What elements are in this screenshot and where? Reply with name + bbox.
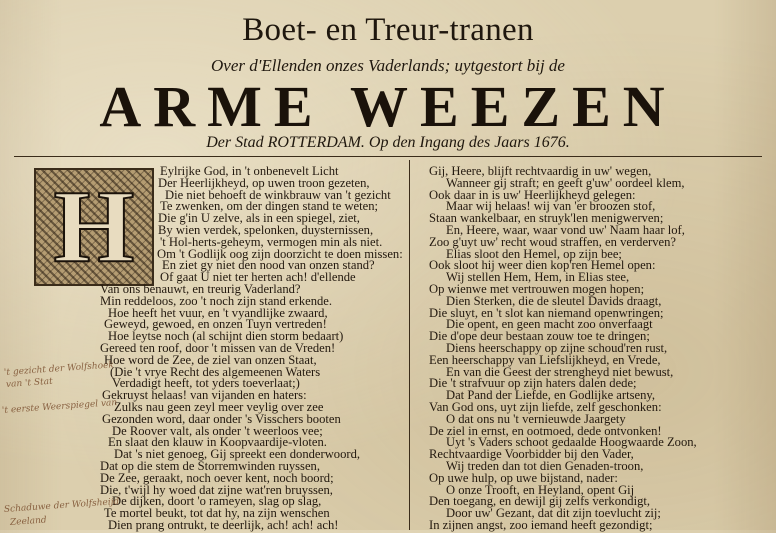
right-verse-line: Op uwe hulp, op uwe bijstand, nader: xyxy=(429,470,618,485)
right-verse-line: Wanneer gij straft; en geeft g'uw' oordeel klem, xyxy=(446,175,685,190)
left-verse-line: By wien verdek, spelonken, duysternissen, xyxy=(158,223,374,237)
left-verse-line: De Zee, geraakt, noch oever kent, noch boord; xyxy=(100,470,334,485)
left-verse-line: Die, t'wijl hy woed dat zijne wat'ren bruyssen, xyxy=(100,482,333,497)
left-verse-line: Die niet behoeft de winkbrauw van 't gezicht xyxy=(165,187,391,202)
right-verse-line: En, Heere, waar, waar vond uw' Naam haar lof, xyxy=(446,223,685,237)
right-verse-line: En van die Geest der strengheyd niet bewust, xyxy=(446,364,674,379)
margin-note: 't eerste Weerspiegel van xyxy=(1,397,118,416)
left-verse-line: 't Hol-herts-geheym, vermogen min als niet. xyxy=(160,234,383,249)
document-subtitle: Over d'Ellenden onzes Vaderlands; uytgestort bij de xyxy=(211,56,565,75)
left-verse-line: De Roover valt, als onder 't weerloos vee; xyxy=(112,423,323,438)
left-verse-line: Gekruyst helaas! van vijanden en haters: xyxy=(102,388,307,403)
left-verse-line: En ziet gy niet den nood van onzen stand? xyxy=(162,258,375,273)
right-verse-line: De ziel in ernst, en ootmoed, dede ontvonken! xyxy=(429,423,662,438)
right-verse-line: Uyt 's Vaders schoot gedaalde Hoogwaarde Zoon, xyxy=(446,435,697,450)
left-verse-line: Om 't Godlijk oog zijn doorzicht te doen missen: xyxy=(157,246,403,261)
column-divider xyxy=(409,160,410,530)
left-verse-line: Hoe leytse noch (al schijnt dien storm bedaart) xyxy=(108,329,344,344)
right-verse-line: Den toegang, en dewijl gij zelfs verkondigt, xyxy=(429,494,651,509)
right-verse-line: Zoo g'uyt uw' recht woud straffen, en verderven? xyxy=(429,234,676,249)
document-title: Boet- en Treur-tranen xyxy=(242,12,534,48)
left-verse-line: Dien prang ontrukt, te deerlijk, ach! ach! ach! xyxy=(108,518,339,532)
right-verse-line: O onze Trooft, en Heyland, opent Gij xyxy=(446,482,635,497)
right-verse-line: Staan wankelbaar, en struyk'len menigwerven; xyxy=(429,211,664,226)
right-verse-line: Op wienwe met vertrouwen mogen hopen; xyxy=(429,282,645,296)
left-verse-line: Van ons benauwt, en treurig Vaderland? xyxy=(100,282,301,296)
left-verse-line: Gezonden word, daar onder 's Visschers booten xyxy=(102,411,341,426)
margin-note: van 't Stat xyxy=(5,376,54,390)
margin-note: 't gezicht der Wolfshoek xyxy=(3,360,115,378)
left-verse-line: Te zwenken, om der dingen stand te weten; xyxy=(160,199,379,214)
document-dateline: Der Stad ROTTERDAM. Op den Ingang des Jaars 1676. xyxy=(206,134,570,151)
right-verse-line: In zijnen angst, zoo iemand heeft gezondigt; xyxy=(429,518,653,532)
right-verse-line: Wij treden dan tot dien Genaden-troon, xyxy=(446,459,644,473)
header-rule xyxy=(14,156,762,157)
left-verse-line: (Die 't vrye Recht des algemeenen Waters xyxy=(110,364,321,379)
ornamental-initial-image xyxy=(34,168,154,286)
left-verse-line: Dat 's niet genoeg, Gij spreekt een donderwoord, xyxy=(114,447,361,462)
left-verse-line: Min reddeloos, zoo 't noch zijn stand erkende. xyxy=(100,293,333,308)
left-verse-line: Hoe heeft het vuur, en 't vyandlijke zwaard, xyxy=(108,305,328,320)
right-verse-line: Dien Sterken, die de sleutel Davids draagt, xyxy=(446,293,662,308)
left-verse-line: Dat op die stem de Storremwinden ruyssen, xyxy=(100,459,320,473)
right-verse-line: Die 't strafvuur op zijn haters dalen dede; xyxy=(429,376,637,391)
right-verse-line: Van God ons, uyt zijn liefde, zelf geschonken: xyxy=(429,400,662,414)
left-verse-line: Zulks nau geen zeyl meer veylig over zee xyxy=(114,400,324,414)
left-verse-line: Gereed ten roof, door 't missen van de Vreden! xyxy=(100,341,336,355)
margin-note: Schaduwe der Wolfsheijd xyxy=(3,496,120,515)
right-verse-line: Dat Pand der Liefde, en Godlijke artseny, xyxy=(446,388,656,403)
right-verse-line: Ook sloot hij weer dien kop'ren Hemel open: xyxy=(429,258,656,273)
left-verse-line: Die g'in U zelve, als in een spiegel, ziet, xyxy=(158,211,360,226)
right-verse-line: Ook daar in is uw' Heerlijkheyd gelegen: xyxy=(429,187,636,202)
right-verse-line: Wij stellen Hem, Hem, in Elias stee, xyxy=(446,270,630,285)
margin-note: Zeeland xyxy=(9,515,47,528)
right-verse-line: Maar wij helaas! wij van 'er broozen stof, xyxy=(446,199,656,214)
right-verse-line: Door uw' Gezant, dat dit zijn toevlucht zij; xyxy=(446,506,661,521)
right-verse-line: Die opent, en geen macht zoo onverfaagt xyxy=(446,317,653,332)
left-verse-line: En slaat den klauw in Koopvaardije-vloten. xyxy=(108,435,327,450)
left-verse-line: Te mortel beukt, tot dat hy, na zijn wenschen xyxy=(104,506,330,521)
right-verse-line: Die sluyt, en 't slot kan niemand openwringen; xyxy=(429,305,664,320)
document-headline: ARME WEEZEN xyxy=(99,74,677,139)
drop-cap-letter: H xyxy=(53,169,135,284)
left-verse-line: De dijken, doort 'o rameyen, slag op slag, xyxy=(112,494,322,509)
left-verse-line: Der Heerlijkheyd, op uwen troon gezeten, xyxy=(158,175,370,190)
left-verse-line: Geweyd, gewoed, en onzen Tuyn vertreden! xyxy=(104,317,327,332)
left-verse-line: Eylrijke God, in 't onbenevelt Licht xyxy=(160,164,339,178)
right-verse-line: O dat ons nu 't vernieuwde Jaargety xyxy=(446,411,626,426)
right-verse-line: Een heerschappy van Liefslijkheyd, en Vrede, xyxy=(429,352,661,367)
right-verse-line: Gij, Heere, blijft rechtvaardig in uw' wegen, xyxy=(429,164,652,178)
right-verse-line: Rechtvaardige Voorbidder bij den Vader, xyxy=(429,447,634,462)
right-verse-line: Diens heerschappy op zijne schoud'ren rust, xyxy=(446,341,668,355)
left-verse-line: Verdadigt heeft, tot yders toeverlaat;) xyxy=(112,376,300,391)
right-verse-line: Elias sloot den Hemel, op zijn bee; xyxy=(446,246,622,261)
left-verse-line: Hoe word de Zee, de ziel van onzen Staat, xyxy=(104,352,317,367)
right-verse-line: Die d'ope deur bestaan zouw toe te dringen; xyxy=(429,329,650,344)
left-verse-line: Of gaat U niet ter herten ach! d'ellende xyxy=(160,270,356,285)
